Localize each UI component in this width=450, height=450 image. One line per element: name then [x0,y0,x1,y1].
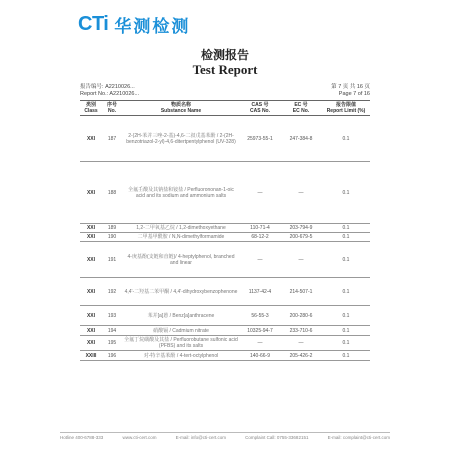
logo-mark: CTi [78,13,109,35]
row-no: 194 [102,326,122,336]
row-ec: 205-426-2 [280,351,322,361]
row-substance: 硝酸镉 / Cadmium nitrate [122,326,240,336]
page-number-cn: 第 7 页 共 16 页 [331,84,370,90]
header-no: 序号 No. [102,101,122,116]
substance-table [80,100,370,361]
header-class: 类别 Class [80,101,102,116]
logo-chinese-name: 华测检测 [114,17,191,37]
row-no: 195 [102,336,122,351]
row-limit: 0.1 [322,116,370,162]
report-no-label-cn: 报告编号: A2210026... [80,84,135,90]
row-limit: 0.1 [322,336,370,351]
row-cas: — [240,336,280,351]
row-limit: 0.1 [322,224,370,233]
row-ec: — [280,242,322,278]
footer-hotline: Hotline 400-6788-333 [60,435,104,440]
table-row [80,306,370,326]
row-no: 193 [102,306,122,326]
row-ec: 203-794-9 [280,224,322,233]
report-meta [80,84,370,98]
row-class: XXI [80,116,102,162]
row-class: XXI [80,336,102,351]
row-ec: 233-710-6 [280,326,322,336]
row-cas: 68-12-2 [240,233,280,242]
row-limit: 0.1 [322,162,370,224]
report-title-en: Test Report [192,62,258,77]
row-ec: 247-384-8 [280,116,322,162]
row-ec: 200-679-5 [280,233,322,242]
row-substance: 2-(2H-苯并三唑-2-基)-4,6-二叔戊基苯酚 / 2-(2H-benzotriazol-2-yl)-4,6-ditertpentylphenol (UV-328) [122,116,240,162]
page-number-en: Page 7 of 16 [338,91,370,97]
header-cas: CAS 号 CAS No. [240,101,280,116]
footer-email: E-mail: info@cti-cert.com [175,435,226,440]
row-no: 189 [102,224,122,233]
row-limit: 0.1 [322,351,370,361]
row-limit: 0.1 [322,278,370,306]
header-limit: 报告限值 Report Limit (%) [322,101,370,116]
row-ec: 200-280-6 [280,306,322,326]
row-no: 187 [102,116,122,162]
row-limit: 0.1 [322,242,370,278]
row-class: XXI [80,242,102,278]
report-no-label-en: Report No.: A2210026... [80,91,140,97]
row-limit: 0.1 [322,306,370,326]
table-row [80,278,370,306]
table-row [80,326,370,336]
report-title-cn: 检测报告 [200,48,249,62]
row-no: 196 [102,351,122,361]
table-row [80,162,370,224]
company-logo [78,12,190,37]
table-row [80,224,370,233]
table-row [80,351,370,361]
table-row [80,233,370,242]
row-substance: 对-特辛基苯酚 / 4-tert-octylphenol [122,351,240,361]
row-no: 191 [102,242,122,278]
row-cas: — [240,242,280,278]
row-class: XXI [80,278,102,306]
row-substance: 二甲基甲酰胺 / N,N-dimethylformamide [122,233,240,242]
row-ec: — [280,336,322,351]
row-substance: 1,2-二甲氧基乙烷 / 1,2-dimethoxyethane [122,224,240,233]
header-ec: EC 号 EC No. [280,101,322,116]
row-substance: 全氟壬酸及其钠盐和铵盐 / Perfluorononan-1-oic acid and its sodium and ammonium salts [122,162,240,224]
table-row [80,116,370,162]
footer-website: www.cti-cert.com [122,435,157,440]
row-cas: 1137-42-4 [240,278,280,306]
table-row [80,336,370,351]
row-ec: — [280,162,322,224]
row-substance: 全氟丁烷磺酸及其盐 / Perfluorobutane sulfonic acid (PFBS) and its salts [122,336,240,351]
page-footer [60,432,390,440]
table-header-row [80,101,370,116]
header-substance: 物质名称 Substance Name [122,101,240,116]
row-cas: 110-71-4 [240,224,280,233]
row-class: XXI [80,326,102,336]
row-class: XXIII [80,351,102,361]
row-class: XXI [80,162,102,224]
footer-complaint-email: E-mail: complaint@cti-cert.com [327,435,390,440]
row-class: XXI [80,224,102,233]
row-limit: 0.1 [322,326,370,336]
row-ec: 214-507-1 [280,278,322,306]
row-cas: — [240,162,280,224]
row-cas: 25973-55-1 [240,116,280,162]
row-no: 190 [102,233,122,242]
row-class: XXI [80,233,102,242]
row-substance: 4-庚基酚(支链和直链)/ 4-heptylphenol, branched and linear [122,242,240,278]
row-substance: 4,4'-二羟基二苯甲酮 / 4,4'-dihydroxybenzophenone [122,278,240,306]
row-no: 188 [102,162,122,224]
table-row [80,242,370,278]
row-cas: 56-55-3 [240,306,280,326]
row-class: XXI [80,306,102,326]
row-cas: 10325-94-7 [240,326,280,336]
row-cas: 140-66-9 [240,351,280,361]
row-substance: 苯并[a]蒽 / Benz[a]anthracene [122,306,240,326]
row-limit: 0.1 [322,233,370,242]
row-no: 192 [102,278,122,306]
footer-complaint: Complaint Call: 0755-33682151 [245,435,309,440]
